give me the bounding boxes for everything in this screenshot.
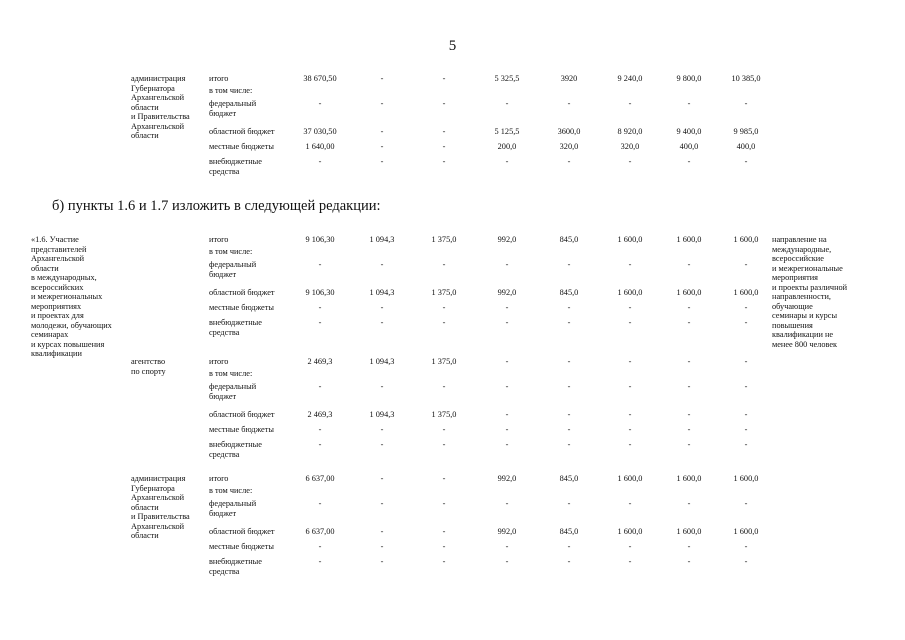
table-cell: -: [318, 557, 322, 566]
table-cell: 1 375,0: [431, 288, 457, 297]
table-cell: 38 670,50: [303, 74, 337, 83]
row-type-label: средства: [209, 166, 240, 176]
table-cell: 992,0: [497, 235, 517, 244]
table-cell: -: [505, 542, 509, 551]
table-cell: 3920: [560, 74, 578, 83]
table-cell: -: [442, 157, 446, 166]
table-cell: -: [505, 440, 509, 449]
row-type-label: средства: [209, 449, 240, 459]
table-cell: -: [318, 303, 322, 312]
table-cell: -: [567, 410, 571, 419]
row-type-label: итого: [209, 357, 229, 366]
table-cell: -: [744, 557, 748, 566]
table-cell: -: [744, 99, 748, 108]
table-cell: -: [628, 440, 632, 449]
table-cell: 992,0: [497, 474, 517, 483]
table-cell: 5 325,5: [494, 74, 520, 83]
table-cell: 320,0: [559, 142, 579, 151]
table-cell: -: [567, 499, 571, 508]
table-cell: 1 094,3: [369, 288, 395, 297]
table-cell: -: [744, 260, 748, 269]
expected-result: мероприятия: [772, 273, 818, 282]
table-cell: 1 375,0: [431, 235, 457, 244]
table-cell: -: [628, 260, 632, 269]
table-cell: 10 385,0: [731, 74, 761, 83]
row-type-label: местные бюджеты: [209, 425, 274, 434]
row-type-label: областной бюджет: [209, 288, 275, 297]
table-cell: 1 600,0: [676, 527, 702, 536]
item-title: в международных,: [31, 273, 97, 282]
table-cell: -: [442, 303, 446, 312]
table-cell: -: [567, 303, 571, 312]
item-title: «1.6. Участие: [31, 235, 79, 244]
table-cell: -: [744, 318, 748, 327]
table-cell: -: [567, 425, 571, 434]
table-cell: 1 600,0: [617, 474, 643, 483]
table-cell: -: [687, 425, 691, 434]
table-cell: -: [505, 382, 509, 391]
table-cell: 845,0: [559, 474, 579, 483]
table-cell: -: [687, 382, 691, 391]
item-title: мероприятиях: [31, 301, 82, 311]
table-cell: -: [318, 542, 322, 551]
table-cell: 9 106,30: [305, 288, 335, 297]
table-cell: -: [744, 499, 748, 508]
executor-name: администрация: [131, 474, 186, 483]
row-type-label: в том числе:: [209, 247, 253, 256]
table-cell: -: [628, 303, 632, 312]
table-cell: 1 600,0: [733, 527, 759, 536]
table-cell: -: [380, 474, 384, 483]
table-cell: -: [687, 542, 691, 551]
executor-name: агентство: [131, 357, 166, 366]
table-cell: -: [380, 260, 384, 269]
table-cell: -: [567, 440, 571, 449]
table-cell: 9 240,0: [617, 74, 643, 83]
table-cell: -: [687, 410, 691, 419]
table-cell: -: [567, 542, 571, 551]
table-cell: -: [442, 499, 446, 508]
table-cell: -: [318, 382, 322, 391]
table-cell: -: [744, 303, 748, 312]
table-cell: -: [442, 260, 446, 269]
table-cell: -: [442, 318, 446, 327]
row-type-label: средства: [209, 327, 240, 337]
table-cell: -: [380, 499, 384, 508]
table-cell: -: [505, 499, 509, 508]
table-cell: -: [744, 440, 748, 449]
row-type-label: бюджет: [209, 508, 237, 518]
row-type-label: бюджет: [209, 391, 237, 401]
table-cell: -: [380, 557, 384, 566]
table-cell: -: [442, 527, 446, 536]
executor-name: Архангельской: [131, 521, 185, 531]
table-cell: 9 800,0: [676, 74, 702, 83]
expected-result: семинары и курсы: [772, 311, 838, 320]
table-cell: -: [380, 74, 384, 83]
table-cell: -: [442, 127, 446, 136]
table-cell: -: [628, 425, 632, 434]
item-title: области: [31, 263, 59, 273]
table-cell: -: [628, 318, 632, 327]
row-type-label: местные бюджеты: [209, 142, 274, 151]
table-cell: 1 600,0: [617, 235, 643, 244]
table-cell: -: [442, 474, 446, 483]
table-cell: -: [505, 260, 509, 269]
table-cell: 9 985,0: [733, 127, 759, 136]
table-cell: -: [628, 382, 632, 391]
table-cell: -: [318, 99, 322, 108]
executor-name: Архангельской: [131, 121, 185, 131]
expected-result: и проекты различной: [772, 282, 848, 292]
row-type-label: внебюджетные: [209, 318, 262, 327]
table-cell: 1 600,0: [676, 288, 702, 297]
executor-name: области: [131, 102, 159, 112]
section-heading: б) пункты 1.6 и 1.7 изложить в следующей редакции:: [52, 198, 381, 214]
table-cell: -: [380, 425, 384, 434]
expected-result: и межрегиональные: [772, 263, 843, 273]
table-cell: -: [744, 157, 748, 166]
table-cell: -: [380, 157, 384, 166]
item-title: представителей: [31, 244, 87, 254]
table-cell: -: [318, 318, 322, 327]
table-cell: -: [687, 99, 691, 108]
table-cell: -: [505, 357, 509, 366]
expected-result: квалификации не: [772, 330, 834, 339]
item-title: всероссийских: [31, 282, 84, 292]
table-cell: 1 600,0: [617, 288, 643, 297]
table-cell: -: [380, 382, 384, 391]
table-cell: -: [318, 425, 322, 434]
table-cell: -: [505, 99, 509, 108]
table-cell: -: [442, 425, 446, 434]
table-cell: 1 600,0: [733, 288, 759, 297]
table-cell: -: [628, 410, 632, 419]
item-title: квалификации: [31, 349, 82, 358]
table-cell: 6 637,00: [305, 527, 335, 536]
row-type-label: местные бюджеты: [209, 303, 274, 312]
table-cell: 1 600,0: [733, 474, 759, 483]
table-cell: -: [442, 440, 446, 449]
row-type-label: областной бюджет: [209, 410, 275, 419]
table-cell: -: [567, 382, 571, 391]
expected-result: направленности,: [772, 292, 831, 301]
table-cell: 1 600,0: [676, 474, 702, 483]
table-cell: -: [318, 499, 322, 508]
executor-name: администрация: [131, 74, 186, 83]
table-cell: 5 125,5: [494, 127, 520, 136]
table-cell: -: [505, 410, 509, 419]
table-cell: 992,0: [497, 527, 517, 536]
table-cell: -: [567, 157, 571, 166]
table-cell: -: [442, 557, 446, 566]
table-cell: -: [744, 410, 748, 419]
table-cell: -: [628, 99, 632, 108]
executor-name: области: [131, 502, 159, 512]
table-cell: 3600,0: [557, 127, 581, 136]
item-title: Архангельской: [31, 254, 85, 263]
table-cell: -: [687, 357, 691, 366]
table-cell: -: [628, 557, 632, 566]
row-type-label: итого: [209, 235, 229, 244]
table-cell: -: [567, 99, 571, 108]
table-cell: -: [380, 318, 384, 327]
row-type-label: в том числе:: [209, 86, 253, 95]
item-title: молодежи, обучающих: [31, 320, 112, 330]
table-cell: 1 094,3: [369, 235, 395, 244]
table-cell: -: [567, 318, 571, 327]
table-cell: 992,0: [497, 288, 517, 297]
executor-name: области: [131, 531, 159, 540]
table-cell: 1 094,3: [369, 357, 395, 366]
table-cell: -: [687, 318, 691, 327]
table-cell: 9 106,30: [305, 235, 335, 244]
table-cell: -: [687, 440, 691, 449]
expected-result: международные,: [772, 244, 832, 254]
table-cell: 400,0: [736, 142, 756, 151]
table-cell: -: [628, 542, 632, 551]
expected-result: повышения: [772, 320, 813, 330]
table-cell: -: [318, 157, 322, 166]
table-cell: 8 920,0: [617, 127, 643, 136]
row-type-label: федеральный: [209, 382, 257, 391]
table-cell: 845,0: [559, 527, 579, 536]
row-type-label: внебюджетные: [209, 557, 262, 566]
executor-name: и Правительства: [131, 512, 190, 521]
row-type-label: бюджет: [209, 269, 237, 279]
row-type-label: областной бюджет: [209, 527, 275, 536]
table-cell: -: [380, 142, 384, 151]
row-type-label: федеральный: [209, 99, 257, 108]
table-cell: -: [505, 157, 509, 166]
table-cell: 2 469,3: [307, 357, 333, 366]
table-cell: 1 600,0: [676, 235, 702, 244]
expected-result: направление на: [772, 235, 827, 244]
table-cell: -: [505, 557, 509, 566]
executor-name: области: [131, 131, 159, 140]
row-type-label: итого: [209, 74, 229, 83]
executor-name: по спорту: [131, 366, 166, 376]
table-cell: -: [628, 499, 632, 508]
table-cell: -: [687, 157, 691, 166]
table-cell: -: [505, 303, 509, 312]
row-type-label: федеральный: [209, 260, 257, 269]
expected-result: всероссийские: [772, 254, 824, 263]
table-cell: -: [505, 425, 509, 434]
table-cell: 1 640,00: [305, 142, 335, 151]
table-cell: -: [505, 318, 509, 327]
row-type-label: в том числе:: [209, 369, 253, 378]
executor-name: Архангельской: [131, 93, 185, 102]
table-cell: -: [744, 542, 748, 551]
table-cell: -: [380, 99, 384, 108]
item-title: и курсах повышения: [31, 339, 105, 349]
table-cell: -: [380, 303, 384, 312]
table-cell: 1 600,0: [733, 235, 759, 244]
table-cell: 37 030,50: [303, 127, 337, 136]
table-cell: 845,0: [559, 235, 579, 244]
table-cell: -: [744, 425, 748, 434]
table-cell: -: [380, 542, 384, 551]
executor-name: Архангельской: [131, 493, 185, 502]
table-cell: 2 469,3: [307, 410, 333, 419]
row-type-label: в том числе:: [209, 486, 253, 495]
item-title: и проектах для: [31, 311, 84, 320]
table-cell: -: [628, 157, 632, 166]
table-cell: -: [567, 557, 571, 566]
item-title: и межрегиональных: [31, 292, 103, 301]
row-type-label: бюджет: [209, 108, 237, 118]
table-cell: 320,0: [620, 142, 640, 151]
table-cell: -: [442, 99, 446, 108]
table-cell: -: [687, 303, 691, 312]
table-cell: -: [687, 260, 691, 269]
row-type-label: областной бюджет: [209, 127, 275, 136]
table-cell: 6 637,00: [305, 474, 335, 483]
table-cell: -: [567, 260, 571, 269]
table-cell: -: [318, 260, 322, 269]
table-cell: 1 094,3: [369, 410, 395, 419]
table-cell: 1 375,0: [431, 357, 457, 366]
table-cell: 845,0: [559, 288, 579, 297]
table-cell: -: [442, 74, 446, 83]
table-cell: 400,0: [679, 142, 699, 151]
page-number: 5: [448, 38, 457, 54]
table-cell: -: [687, 557, 691, 566]
table-cell: -: [567, 357, 571, 366]
row-type-label: итого: [209, 474, 229, 483]
table-cell: 1 375,0: [431, 410, 457, 419]
table-cell: -: [628, 357, 632, 366]
table-cell: -: [744, 357, 748, 366]
table-cell: -: [318, 440, 322, 449]
table-cell: -: [442, 142, 446, 151]
table-cell: -: [744, 382, 748, 391]
row-type-label: внебюджетные: [209, 157, 262, 166]
row-type-label: внебюджетные: [209, 440, 262, 449]
table-cell: -: [380, 440, 384, 449]
executor-name: Губернатора: [131, 483, 175, 493]
item-title: семинарах: [31, 330, 69, 339]
executor-name: Губернатора: [131, 83, 175, 93]
row-type-label: местные бюджеты: [209, 542, 274, 551]
table-cell: -: [442, 542, 446, 551]
table-cell: -: [442, 382, 446, 391]
row-type-label: средства: [209, 566, 240, 576]
table-cell: 1 600,0: [617, 527, 643, 536]
row-type-label: федеральный: [209, 499, 257, 508]
table-cell: -: [380, 527, 384, 536]
expected-result: обучающие: [772, 301, 813, 311]
table-cell: 200,0: [497, 142, 517, 151]
table-cell: 9 400,0: [676, 127, 702, 136]
executor-name: и Правительства: [131, 112, 190, 121]
expected-result: менее 800 человек: [772, 339, 838, 349]
table-cell: -: [687, 499, 691, 508]
table-cell: -: [380, 127, 384, 136]
